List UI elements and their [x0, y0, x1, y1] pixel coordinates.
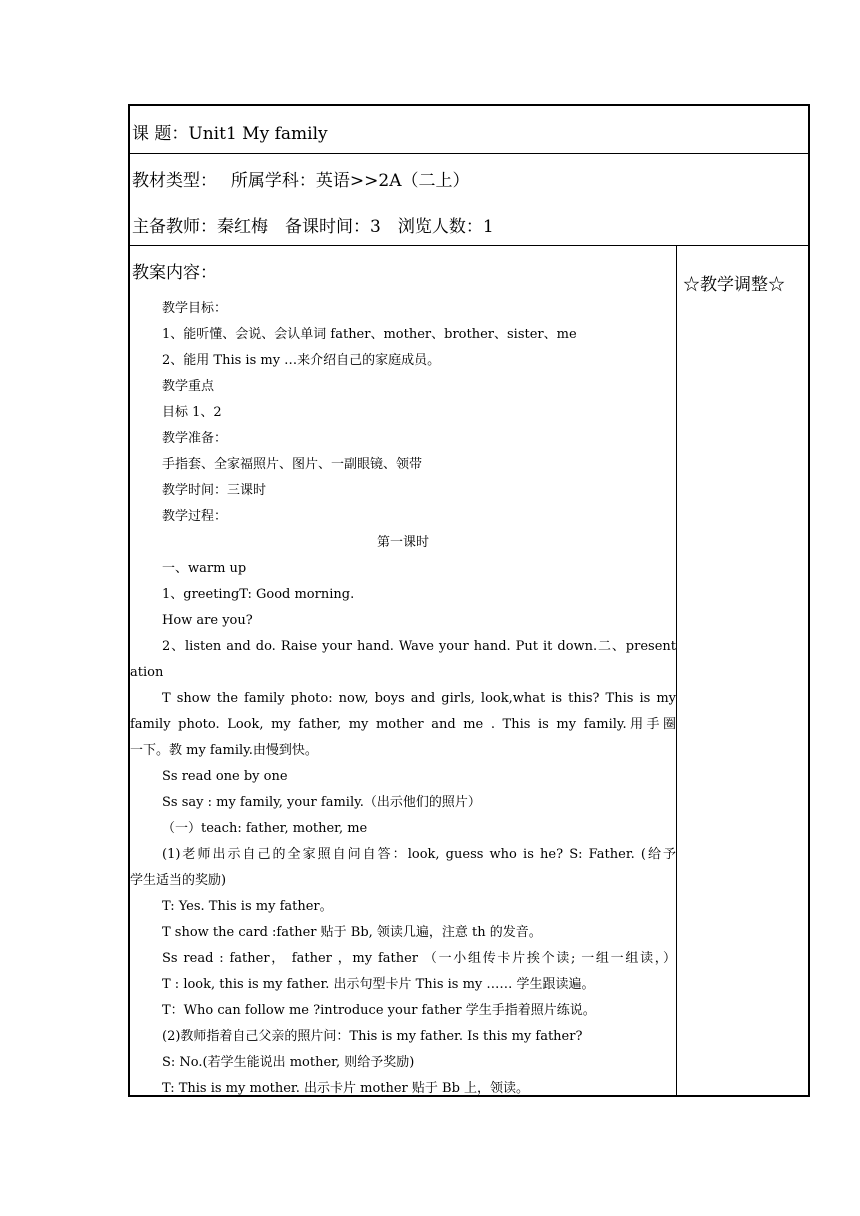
text-line: 目标 1、2 — [162, 405, 222, 420]
lesson-plan-table — [128, 104, 810, 1097]
adjust-title: ☆教学调整☆ — [683, 275, 785, 295]
text-line: 教学准备： — [162, 431, 228, 446]
section-heading: 第一课时 — [376, 535, 429, 550]
text-line: S: No.(若学生能说出 mother, 则给予奖励) — [162, 1055, 415, 1070]
text-line: 1、greetingT: Good morning. — [162, 587, 355, 602]
topic-row — [130, 106, 808, 154]
text-line: 2、能用 This is my …来介绍自己的家庭成员。 — [162, 353, 441, 368]
text-line: 教学时间：三课时 — [162, 483, 267, 498]
info-row — [130, 154, 808, 246]
text-line: 一下。教 my family.由慢到快。 — [130, 743, 318, 758]
text-line: 教学过程： — [162, 509, 228, 524]
material-type-text: 教材类型： 所属学科：英语>>2A（二上） — [132, 171, 470, 191]
text-line: T show the card :father 贴于 Bb, 领读几遍，注意 th 的发音。 — [162, 925, 542, 940]
text-line: 2、listen and do. Raise your hand. Wave your hand. Put it down.二、present — [162, 639, 676, 654]
text-line: 学生适当的奖励) — [130, 873, 227, 888]
text-line: T show the family photo: now, boys and girls, look,what is this? This is my — [162, 691, 676, 706]
text-line: ation — [130, 665, 164, 680]
text-line: (1)老师出示自己的全家照自问自答：look, guess who is he? S: Father. (给予 — [162, 847, 676, 862]
text-line: 1、能听懂、会说、会认单词 father、mother、brother、sister、me — [162, 327, 577, 342]
content-title: 教案内容： — [132, 263, 217, 283]
text-line: Ss read : father， father ，my father （一小组传卡片挨个读; 一组一组读，） — [162, 951, 676, 966]
text-line: 手指套、全家福照片、图片、一副眼镜、领带 — [162, 457, 423, 472]
topic-text: 课 题：Unit1 My family — [132, 124, 328, 144]
text-line: (2)教师指着自己父亲的照片问：This is my father. Is this my father? — [162, 1029, 583, 1044]
text-line: Ss say : my family, your family.（出示他们的照片） — [162, 795, 481, 810]
text-line: family photo. Look, my father, my mother and me . This is my family.用手圈 — [130, 717, 676, 732]
text-line: 教学目标： — [162, 301, 228, 316]
text-line: T : look, this is my father. 出示句型卡片 This is my …… 学生跟读遍。 — [162, 977, 595, 992]
teacher-info-text: 主备教师：秦红梅 备课时间：3 浏览人数：1 — [132, 217, 494, 237]
text-line: （一）teach: father, mother, me — [162, 821, 368, 836]
text-line: T: Yes. This is my father。 — [162, 899, 333, 914]
text-line: T：Who can follow me ?introduce your father 学生手指着照片练说。 — [162, 1003, 596, 1018]
text-line: T: This is my mother. 出示卡片 mother 贴于 Bb 上，领读。 — [162, 1081, 530, 1096]
column-divider — [676, 246, 677, 1095]
text-line: 教学重点 — [162, 379, 215, 394]
text-line: 一、warm up — [162, 561, 247, 576]
lesson-body — [130, 296, 676, 1102]
text-line: Ss read one by one — [162, 769, 288, 784]
text-line: How are you? — [162, 613, 253, 628]
